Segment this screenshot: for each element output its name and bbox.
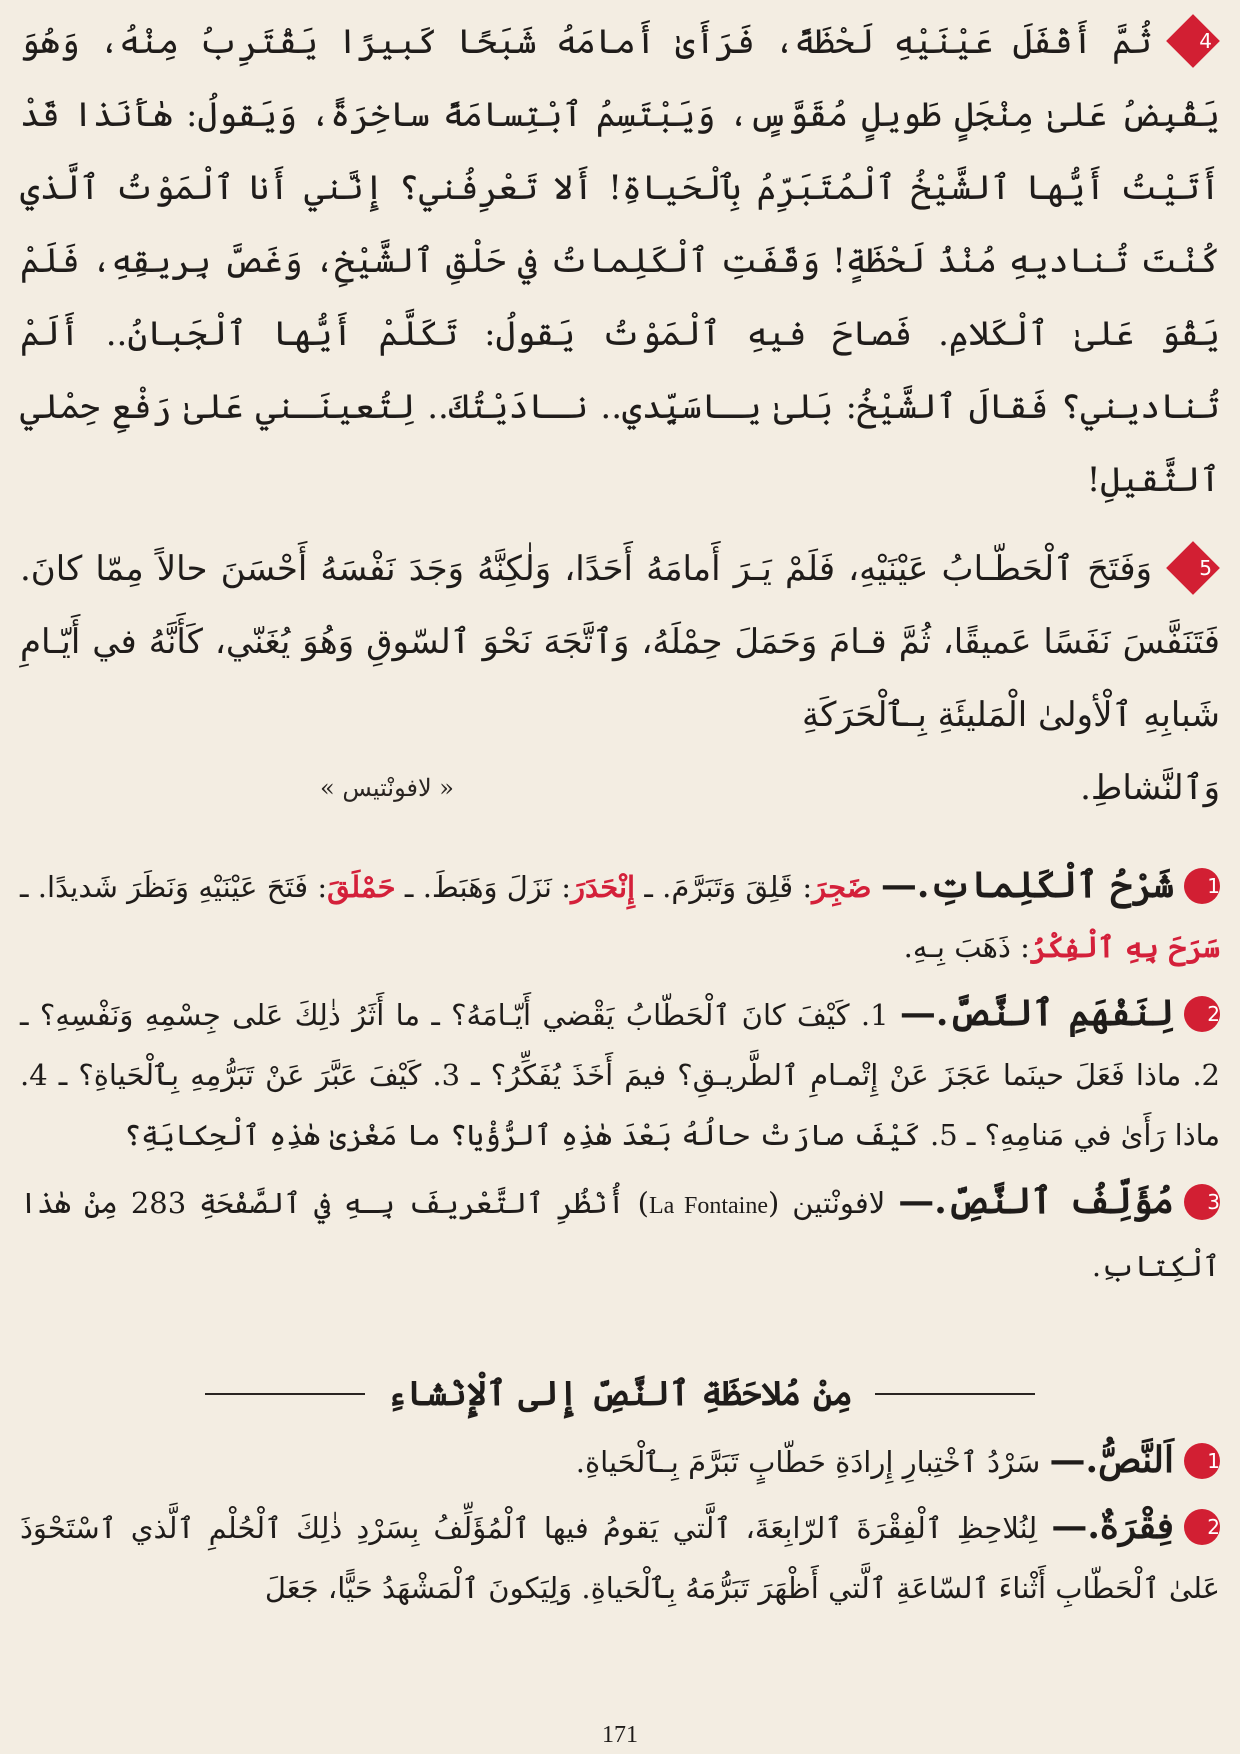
section-heading [20,1364,1220,1424]
paragraph-marker-5: 5 [1166,541,1220,595]
heading-rule-right [875,1393,1035,1395]
questions-section [20,855,1220,1296]
paragraph-marker-4: 4 [1166,14,1220,68]
comprehension-heading: لِنَفْهَمِ ٱلنَّصَّ.— [899,992,1174,1034]
vocabulary-heading: شَرْحُ ٱلْكَلِماتِ.— [880,864,1174,906]
author-heading: مُؤَلِّفُ ٱلنَّصِّ.— [898,1180,1174,1222]
vocab-def-4: : ذَهَبَ بِـهِ. [903,930,1030,964]
composition-number-1: 1 [1184,1443,1220,1479]
vocab-term-1: ضَجِرَ [812,870,872,904]
vocab-term-2: إِنْحَدَرَ [571,870,636,904]
author-latin-name: La Fontaine [648,1193,769,1219]
comprehension-questions: 1. كَيْفَ كانَ ٱلْحَطّابُ يَقْضي أَيّـامَهُ؟ ـ ما أَثَرُ ذٰلِكَ عَلى جِسْمِهِ وَنَفْسِهِ؟ ـ 2. ماذا فَعَلَ حينَما عَجَزَ عَنْ إِتْمـامِ ٱلطَّريـقِ؟ فيمَ أَخَذَ يُفَكِّرُ؟ ـ 3. كَيْفَ عَبَّرَ عَنْ تَبَرُّمِهِ بِٱلْحَياةِ؟ ـ 4. ماذا رَأَىٰ في مَنامِهِ؟ ـ 5. كَيْفَ صارَتْ حالُهُ بَعْدَ هٰذِهِ ٱلرُّؤْيا؟ ما مَغْزىٰ هٰذِهِ ٱلْحِكايَةِ؟ [20,998,1220,1152]
composition-section [20,1430,1220,1618]
section-title: مِنْ مُلاحَظَةِ ٱلنَّصِّ إِلى ٱلْإِنْشاءِ [387,1374,853,1414]
composition-item-2 [20,1496,1220,1618]
vocab-def-2: : نَزَلَ وَهَبَطَ. ـ [404,870,571,904]
composition-item-1 [20,1430,1220,1492]
vocab-def-3: : فَتَحَ عَيْنَيْهِ وَنَظَرَ شَديدًا. ـ [20,870,328,904]
question-number-3: 3 [1184,1184,1220,1220]
story-paragraph-5-text: وَفَتَحَ ٱلْحَطّـابُ عَيْنَيْهِ، فَلَمْ يَـرَ أَمامَهُ أَحَدًا، وَلٰكِنَّهُ وَجَدَ نَفْسَهُ أَحْسَنَ حالاً مِمّا كانَ. فَتَنَفَّسَ نَفَسًا عَميقًا، ثُمَّ قـامَ وَحَمَلَ حِمْلَهُ، وَٱتَّجَهَ نَحْوَ ٱلسّوقِ وَهُوَ يُغَنّي، كَأَنَّهُ في أَيّـامِ شَبابِهِ ٱلْأولىٰ الْمَليئَةِ بِـٱلْحَرَكَةِ [20,549,1220,735]
author-text-before: لافونْتين ( [768,1186,886,1220]
heading-rule-left [205,1393,365,1395]
story-paragraph-5 [20,533,1220,825]
composition-heading-2: فِقْرَةٌ.— [1051,1505,1175,1547]
vocab-term-3: حَمْلَقَ [327,870,396,904]
story-paragraph-4 [20,6,1220,517]
story-paragraph-4-text: ثُمَّ أَقْفَلَ عَيْنَيْهِ لَحْظَةً، فَرَأَىٰ أَمامَهُ شَبَحًا كَبيرًا يَقْتَرِبُ مِنْهُ، وَهُوَ يَقْبِضُ عَلىٰ مِنْجَلٍ طَويلٍ مُقَوَّسٍ، وَيَبْتَسِمُ ٱبْتِسامَةً ساخِرَةً، وَيَقولُ: هٰأَنَذا قَدْ أَتَيْتُ أَيُّها ٱلشَّيْخُ ٱلْمُتَبَرِّمُ بِٱلْحَياةِ! أَلا تَعْرِفُني؟ إِنَّني أَنا ٱلْمَوْتُ ٱلَّذي كُنْتَ تُناديهِ مُنْذُ لَحْظَةٍ! وَقَفَتِ ٱلْكَلِماتُ في حَلْقِ ٱلشَّيْخِ، وَغَصَّ بِريقِهِ، فَلَمْ يَقْوَ عَلىٰ ٱلْكَلامِ. فَصاحَ فيهِ ٱلْمَوْتُ يَقولُ: تَكَلَّمْ أَيُّها ٱلْجَبانُ.. أَلَمْ تُناديني؟ فَقالَ ٱلشَّيْخُ: بَلىٰ يـاسَيِّدي.. نـادَيْتُكَ.. لِتُعينَـني عَلىٰ رَفْعِ حِمْلي ٱلثَّقيلِ! [20,22,1220,500]
story-paragraph-5-last-line: وَٱلنَّشاطِ. « لافونْتيس » [20,752,1220,825]
author-credit: « لافونْتيس » [320,774,454,802]
author-item [20,1171,1220,1296]
vocab-def-1: : قَلِقَ وَتَبَرَّمَ. ـ [644,870,813,904]
author-text-after: ) أُنْظُرِ ٱلتَّعْريفَ بِـهِ في ٱلصَّفْحَةِ 283 مِنْ هٰذا ٱلْكِتابِ. [20,1186,1220,1283]
vocabulary-item [20,855,1220,977]
comprehension-item [20,983,1220,1165]
composition-heading-1: اَلنَّصُّ.— [1049,1439,1174,1481]
composition-text-1: سَرْدُ ٱخْتِبارِ إِرادَةِ حَطّابٍ تَبَرَّمَ بِـٱلْحَياةِ. [575,1445,1041,1479]
question-number-1: 1 [1184,868,1220,904]
vocab-term-4: سَرَحَ بِهِ ٱلْفِكْرُ [1029,930,1220,964]
question-number-2: 2 [1184,996,1220,1032]
composition-text-2: لِنُلاحِظِ ٱلْفِقْرَةَ ٱلرّابِعَةَ، ٱلَّتي يَقومُ فيها ٱلْمُؤَلِّفُ بِسَرْدِ ذٰلِكَ ٱلْحُلْمِ ٱلَّذي ٱسْتَحْوَذَ عَلىٰ ٱلْحَطّابِ أَثْناءَ ٱلسّاعَةِ ٱلَّتي أَظْهَرَ تَبَرُّمَهُ بِٱلْحَياةِ. وَلِيَكونَ ٱلْمَشْهَدُ حَيًّا، جَعَلَ [20,1511,1220,1605]
page-number: 171 [602,1722,638,1748]
composition-number-2: 2 [1184,1509,1220,1545]
